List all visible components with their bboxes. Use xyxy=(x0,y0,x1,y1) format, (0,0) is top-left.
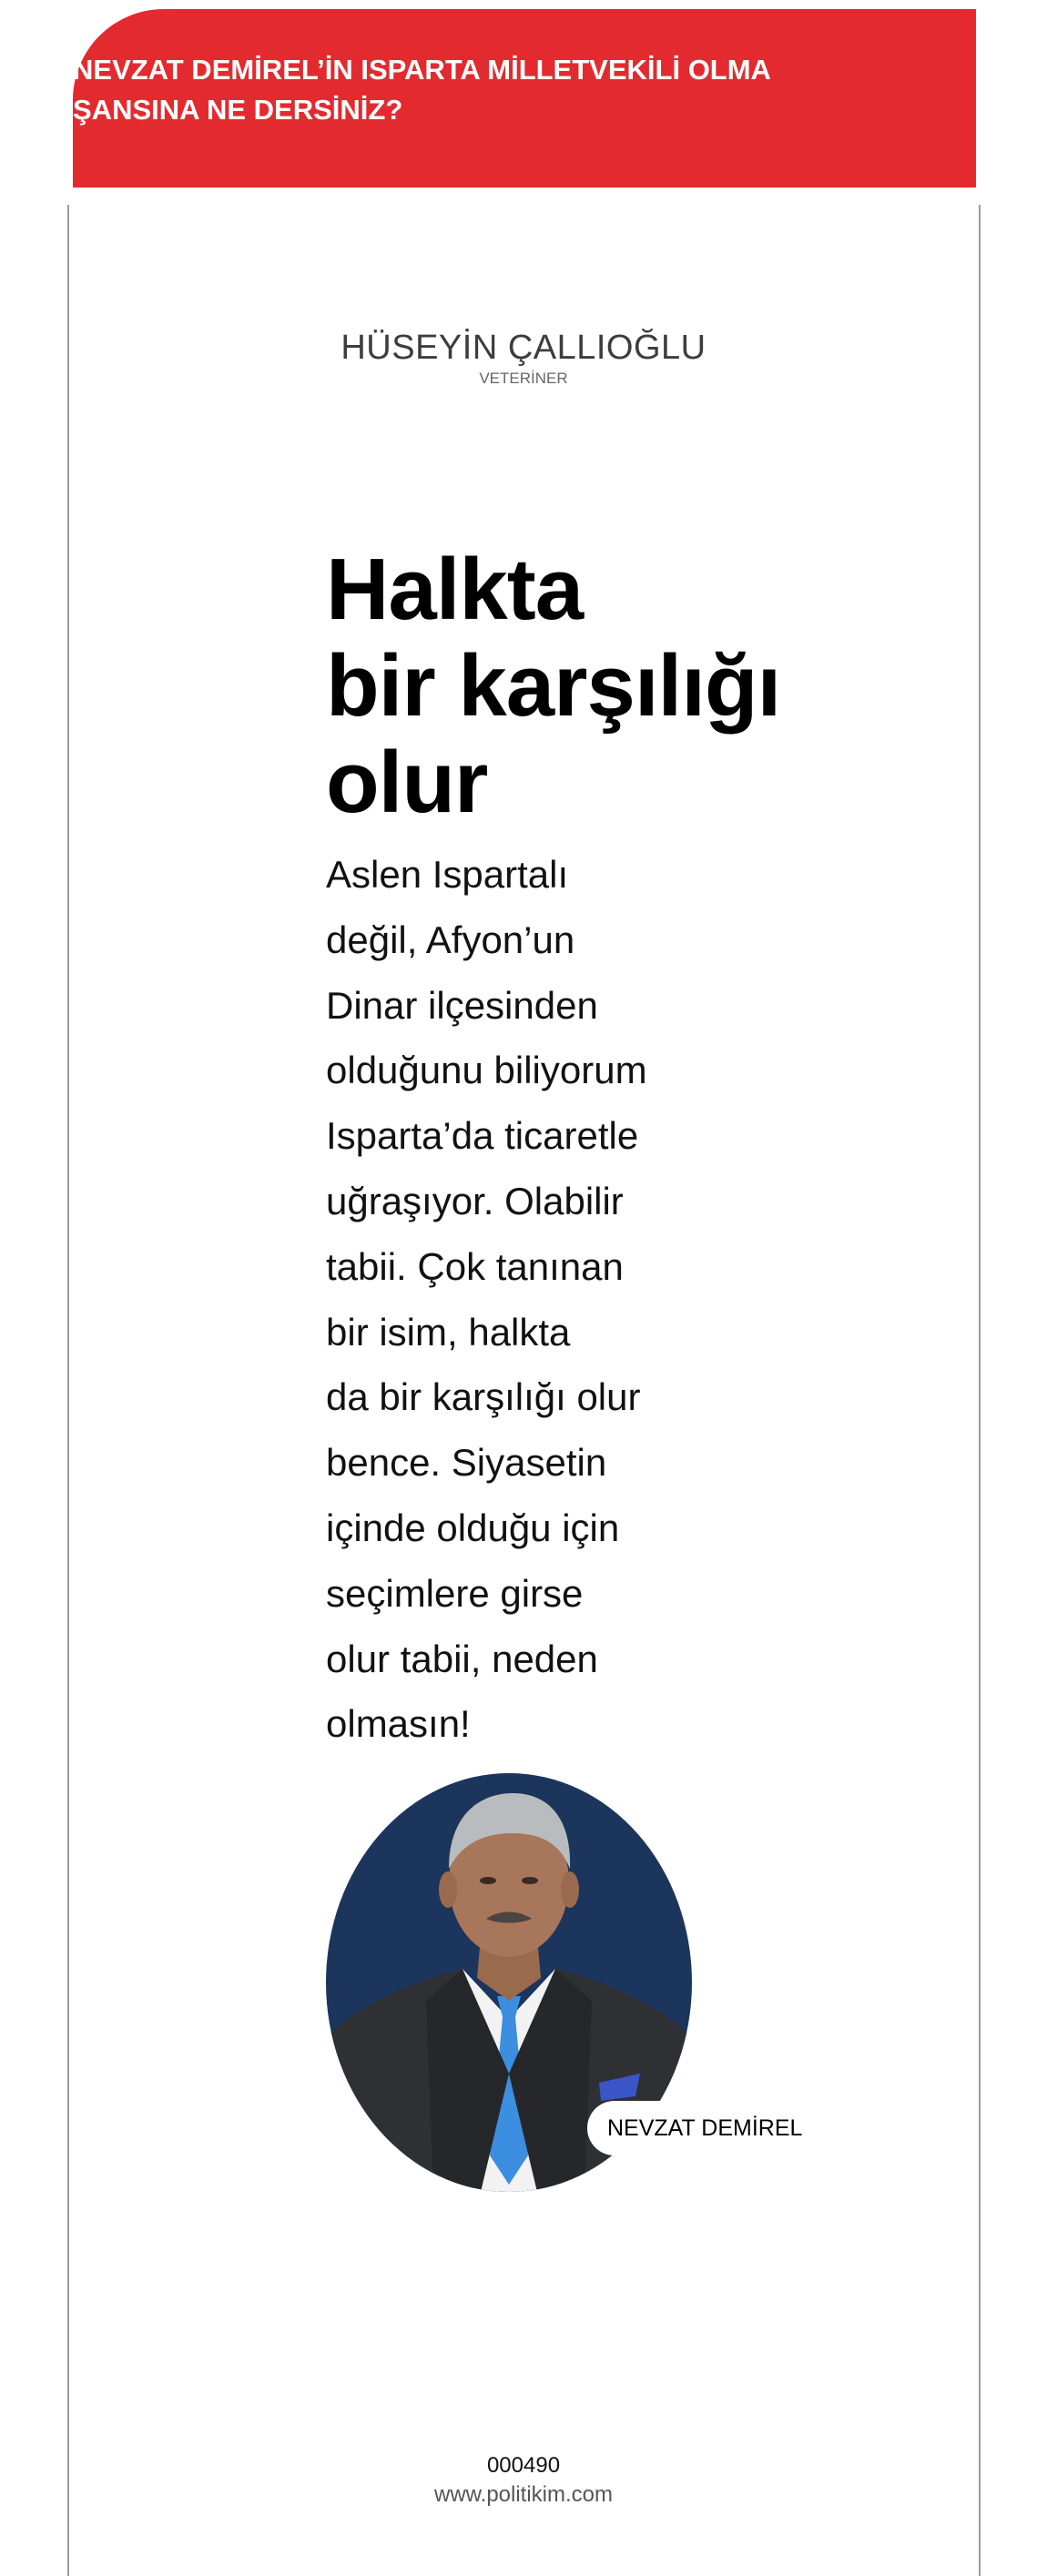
article-headline xyxy=(326,542,836,831)
author-block xyxy=(0,328,1047,388)
footer xyxy=(0,2451,1047,2510)
headline-text: Halkta bir karşılığı olur xyxy=(326,541,781,831)
footer-website-link[interactable]: www.politikim.com xyxy=(433,2482,614,2507)
author-name: HÜSEYİN ÇALLIOĞLU xyxy=(341,329,706,367)
footer-code: 000490 xyxy=(486,2453,561,2478)
subject-name-tag: NEVZAT DEMİREL xyxy=(587,2101,822,2155)
banner-title: NEVZAT DEMİREL’İN ISPARTA MİLLETVEKİLİ OLMA ŞANSINA NE DERSİNİZ? xyxy=(73,54,770,126)
frame-right-border xyxy=(979,205,981,2576)
author-role: VETERİNER xyxy=(479,370,568,387)
article-quote: Aslen Ispartalı değil, Afyon’un Dinar ilçesinden olduğunu biliyorum Isparta’da ticaretle uğraşıyor. Olabilir tabii. Çok tanınan bir isim, halkta da bir karşılığı olur bence. Siyasetin içinde olduğu için seçimlere girse olur tabii, neden olmasın! xyxy=(326,853,647,1746)
frame-left-border xyxy=(67,205,69,2576)
